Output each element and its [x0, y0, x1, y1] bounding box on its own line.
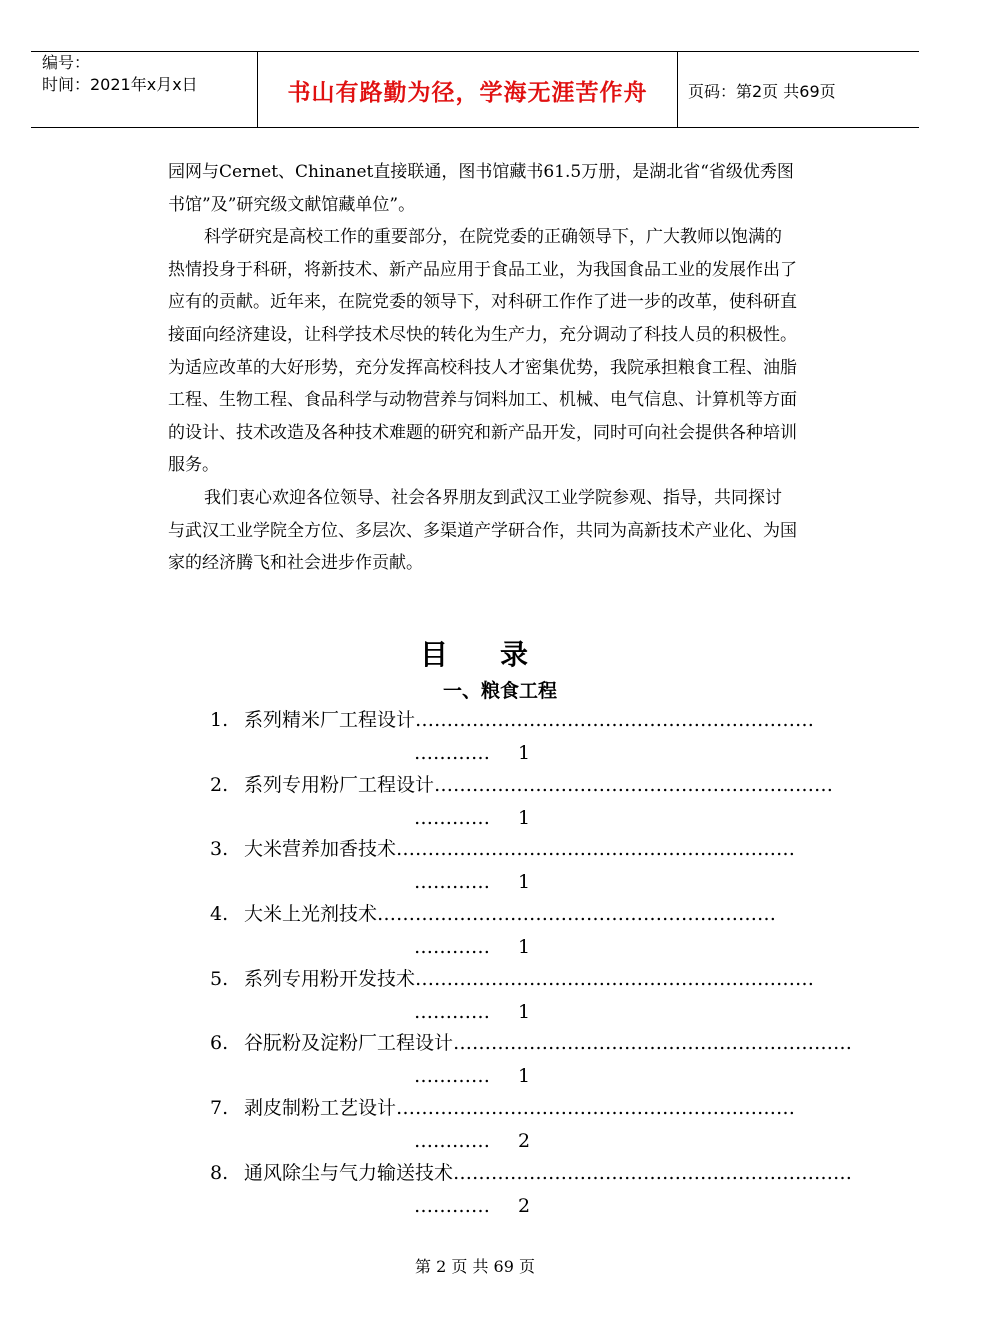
toc-section-heading: 一、粮食工程: [442, 680, 557, 702]
toc-entry[interactable]: [210, 1028, 853, 1093]
paragraph-library: 园网与Cernet、Chinanet直接联通，图书馆藏书61.5万册，是湖北省“省级优秀图书馆”及”研究级文献馆藏单位”。: [168, 162, 794, 215]
paragraph-welcome: 我们衷心欢迎各位领导、社会各界朋友到武汉工业学院参观、指导，共同探讨与武汉工业学院全方位、多层次、多渠道产学研合作，共同为高新技术产业化、为国家的经济腾飞和社会进步作贡献。: [168, 487, 797, 574]
toc-entry-title: 系列专用粉开发技术: [244, 967, 416, 990]
toc-entry[interactable]: [210, 899, 790, 964]
toc-entry-title: 系列专用粉厂工程设计: [244, 773, 435, 796]
toc-entry-page: 1: [518, 1000, 531, 1023]
toc-leader-dots: …………: [414, 742, 490, 764]
toc-entry-number: 2.: [210, 773, 229, 796]
toc-entry-number: 4.: [210, 903, 229, 926]
toc-entry-page: 2: [518, 1130, 531, 1153]
toc-entry-title: 系列精米厂工程设计: [244, 709, 416, 731]
toc-entry-continuation: [414, 932, 530, 962]
toc-entry-line: [210, 834, 796, 864]
toc-entry-title: 大米上光剂技术: [244, 903, 378, 926]
toc-leader-dots: ………………………………………………………: [434, 773, 834, 796]
header-meta: [42, 52, 198, 96]
toc-leader-dots: ………………………………………………………: [377, 903, 777, 926]
toc-entry[interactable]: [210, 1158, 853, 1223]
toc-entry-line: [210, 1093, 796, 1123]
toc-entry-page: 1: [518, 806, 531, 829]
toc-entry-page: 2: [518, 1194, 531, 1217]
toc-leader-dots: …………: [414, 1000, 490, 1023]
toc-entry-number: 5.: [210, 967, 229, 990]
toc-entry-continuation: [414, 803, 530, 833]
toc-leader-dots: …………: [414, 871, 490, 894]
body-text: [168, 156, 798, 580]
toc-entry-line: [210, 899, 782, 929]
toc-entry-continuation: [414, 1126, 530, 1156]
toc-leader-dots: ………………………………………………………: [396, 1097, 796, 1120]
header-motto: 书山有路勤为径，学海无涯苦作舟: [287, 80, 648, 106]
paragraph-research: 科学研究是高校工作的重要部分，在院党委的正确领导下，广大教师以饱满的热情投身于科研，将新技术、新产品应用于食品工业，为我国食品工业的发展作出了应有的贡献。近年来，在院党委的领导下，对科研工作作了进一步的改革，使科研直接面向经济建设，让科学技术尽快的转化为生产力，充分调动了科技人员的积极性。为适应改革的大好形势，充分发挥高校科技人才密集优势，我院承担粮食工程、油脂工程、生物工程、食品科学与动物营养与饲料加工、机械、电气信息、计算机等方面的设计、技术改造及各种技术难题的研究和新产品开发，同时可向社会提供各种培训服务。: [168, 227, 797, 476]
toc-entry-title: 大米营养加香技术: [244, 838, 397, 861]
toc-leader-dots: …………: [414, 806, 490, 829]
header-bottom-rule: [31, 127, 919, 128]
doc-code-label: 编号：: [42, 53, 91, 72]
toc-entry[interactable]: [210, 834, 796, 899]
toc-leader-dots: ………………………………………………………: [415, 967, 815, 990]
toc-entry-line: [210, 1028, 853, 1058]
toc-leader-dots: …………: [414, 1194, 490, 1217]
toc-entry-title: 通风除尘与气力输送技术: [244, 1161, 454, 1184]
toc-entry-continuation: [414, 997, 530, 1027]
toc-entry-page: 1: [518, 1065, 531, 1088]
toc-entry[interactable]: [210, 964, 815, 1029]
header-page-info: 页码：第2页 共69页: [688, 82, 836, 101]
toc-entry-line: [210, 770, 834, 800]
toc-title: 目录: [419, 638, 580, 671]
toc-entry-continuation: [414, 867, 530, 897]
doc-time-label: 时间：2021年x月x日: [42, 75, 198, 94]
toc-entry-continuation: [414, 738, 530, 768]
toc-entry-number: 1.: [210, 709, 229, 731]
toc-leader-dots: ………………………………………………………: [453, 1161, 853, 1184]
toc-entry-number: 6.: [210, 1032, 229, 1055]
toc-entry-title: 剥皮制粉工艺设计: [244, 1097, 397, 1120]
toc-entry-title: 谷朊粉及淀粉厂工程设计: [244, 1032, 454, 1055]
toc-leader-dots: ………………………………………………………: [453, 1032, 853, 1055]
toc-entry-line: [210, 705, 815, 735]
toc-list: [210, 705, 853, 1223]
toc-entry[interactable]: [210, 705, 815, 770]
page-footer: 第 2 页 共 69 页: [415, 1257, 535, 1276]
toc-leader-dots: ………………………………………………………: [415, 709, 815, 731]
toc-leader-dots: ………………………………………………………: [396, 838, 796, 861]
toc-entry-page: 1: [518, 936, 531, 959]
toc-entry-page: 1: [518, 871, 531, 894]
toc-leader-dots: …………: [414, 1065, 490, 1088]
toc-entry-number: 7.: [210, 1097, 229, 1120]
toc-entry-page: 1: [518, 742, 531, 764]
toc-entry-number: 8.: [210, 1161, 229, 1184]
toc-entry-continuation: [414, 1191, 530, 1221]
toc-entry-line: [210, 964, 815, 994]
header-divider-right: [677, 51, 678, 127]
toc-entry-number: 3.: [210, 838, 229, 861]
toc-entry[interactable]: [210, 770, 834, 835]
toc-leader-dots: …………: [414, 1130, 490, 1153]
toc-entry[interactable]: [210, 1093, 796, 1158]
toc-entry-line: [210, 1158, 853, 1188]
toc-entry-continuation: [414, 1061, 530, 1091]
toc-leader-dots: …………: [414, 936, 490, 959]
